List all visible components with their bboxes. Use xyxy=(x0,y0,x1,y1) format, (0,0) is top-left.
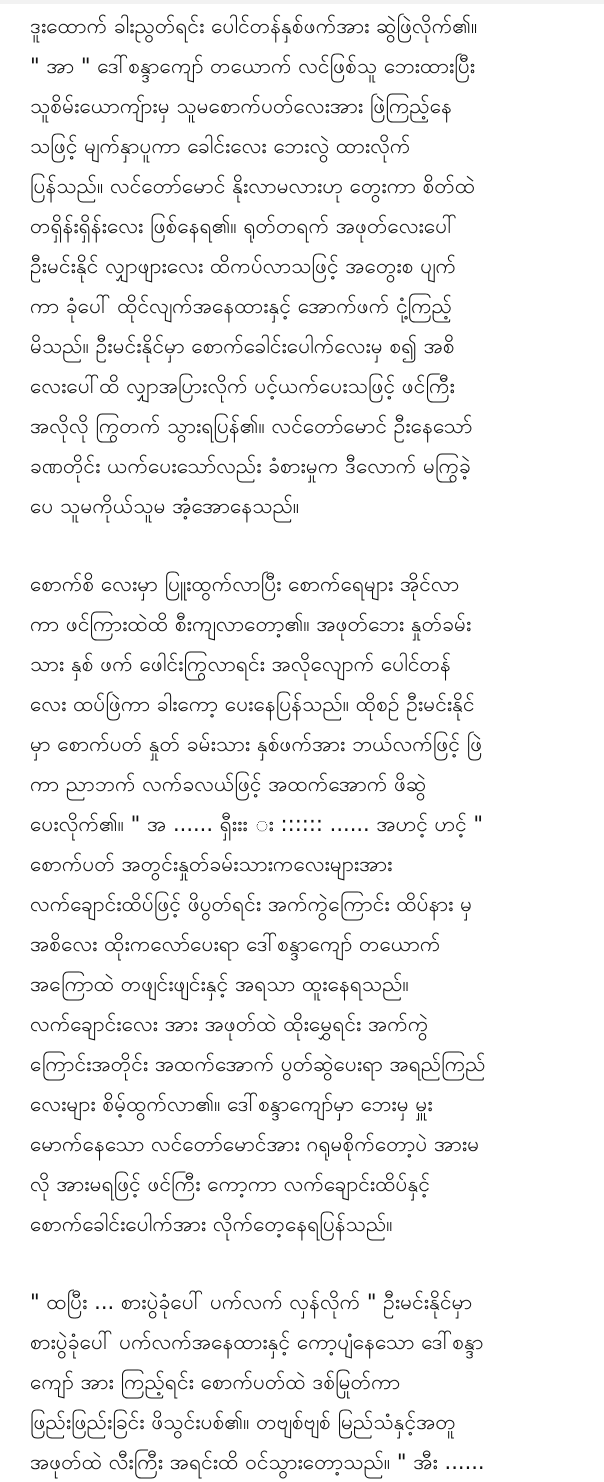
text-line: " ထပြီး ... စားပွဲခုံပေါ် ပက်လက် လှန်လိုက် " ဦးမင်းနိုင်မှာ xyxy=(30,1290,473,1314)
text-line: အလိုလို ကြွတက် သွားရပြန်၏။ လင်တော်မောင် ဦးနေသော် xyxy=(30,414,473,438)
text-line: လေးများ စိမ့်ထွက်လာ၏။ ဒေါ်စန္ဒာကျော်မှာ ဘေးမှ မှူး xyxy=(30,1092,433,1116)
text-line: လက်ချောင်းထိပ်ဖြင့် ဖိပွတ်ရင်း အက်ကွဲကြောင်း ထိပ်နား မှ xyxy=(30,892,473,916)
text-line: သဖြင့် မျက်နှာပူကာ ခေါင်းလေး ဘေးလွဲ ထားလိုက် xyxy=(30,134,411,158)
text-line: သူစိမ်းယောကျ်ားမှ သူမစောက်ပတ်လေးအား ဖြဲကြည့်နေ xyxy=(30,94,453,118)
text-line: ကာ ဖင်ကြားထဲထိ စီးကျလာတော့၏။ အဖုတ်ဘေး နှုတ်ခမ်း xyxy=(30,612,472,636)
text-line: ကျော် အား ကြည့်ရင်း စောက်ပတ်ထဲ ဒစ်မြုတ်ကာ xyxy=(30,1370,401,1394)
text-line: အစိလေး ထိုးကလော်ပေးရာ ဒေါ်စန္ဒာကျော် တယောက် xyxy=(30,932,441,956)
text-line: လေး ထပ်ဖြဲကာ ခါးကော့ ပေးနေပြန်သည်။ ထိုစဉ် ဦးမင်းနိုင် xyxy=(30,692,475,716)
text-line: ကြောင်းအတိုင်း အထက်အောက် ပွတ်ဆွဲပေးရာ အရည်ကြည် xyxy=(30,1052,486,1076)
text-line: ခဏတိုင်း ယက်ပေးသော်လည်း ခံစားမှုက ဒီလောက် မကြွခဲ့ xyxy=(30,454,471,478)
text-line: မှာ စောက်ပတ် နှုတ် ခမ်းသား နှစ်ဖက်အား ဘယ်လက်ဖြင့် ဖြဲ xyxy=(30,732,483,756)
text-line: ဦးမင်းနိုင် လျှာဖျားလေး ထိကပ်လာသဖြင့် အတွေးစ ပျက် xyxy=(30,254,457,278)
text-line: တရှိန်းရှိန်းလေး ဖြစ်နေရ၏။ ရုတ်တရက် အဖုတ်လေးပေါ် xyxy=(30,214,457,238)
paragraph xyxy=(30,1282,574,1482)
text-line: စားပွဲခုံပေါ် ပက်လက်အနေထားနှင့် ကော့ပျံနေသော ဒေါ်စန္ဒာ xyxy=(30,1330,484,1354)
text-line: ဒူးထောက် ခါးညွတ်ရင်း ပေါင်တန်နှစ်ဖက်အား ဆွဲဖြဲလိုက်၏။ xyxy=(30,14,478,38)
text-line: စောက်ခေါင်းပေါက်အား လိုက်တေ့နေရပြန်သည်။ xyxy=(30,1212,393,1236)
text-line: လက်ချောင်းလေး အား အဖုတ်ထဲ ထိုးမွှေရင်း အက်ကွဲ xyxy=(30,1012,429,1036)
text-line: " အာ " ဒေါ်စန္ဒာကျော် တယောက် လင်ဖြစ်သူ ဘေးထားပြီး xyxy=(30,54,476,78)
text-line: ဖြည်းဖြည်းခြင်း ဖိသွင်းပစ်၏။ တဗျစ်ဗျစ် မြည်သံနှင့်အတူ xyxy=(30,1410,456,1434)
paragraph xyxy=(30,6,574,526)
text-line: ပေးလိုက်၏။ " အ ...... ရှီးးး း :::::: ...... အဟင့် ဟင့် " xyxy=(30,812,484,836)
text-line: သား နှစ် ဖက် ဖေါင်းကြွလာရင်း အလိုလျောက် ပေါင်တန် xyxy=(30,652,451,676)
text-line: ကာ ခုံပေါ် ထိုင်လျက်အနေထားနှင့် အောက်ဖက် ငုံ့ကြည့် xyxy=(30,294,452,318)
text-line: လို အားမရဖြင့် ဖင်ကြီး ကော့ကာ လက်ချောင်းထိပ်နှင့် xyxy=(30,1172,431,1196)
text-line: အဖုတ်ထဲ လီးကြီး အရင်းထိ ဝင်သွားတော့သည်။ " အီး ...... xyxy=(30,1450,485,1474)
text-line: လေးပေါ်ထိ လျှာအပြားလိုက် ပင့်ယက်ပေးသဖြင့် ဖင်ကြီး xyxy=(30,374,455,398)
text-line: ပေ သူမကိုယ်သူမ အံ့အောနေသည်။ xyxy=(30,494,300,518)
text-line: အကြောထဲ တဖျင်းဖျင်းနှင့် အရသာ ထူးနေရသည်။ xyxy=(30,972,409,996)
text-line: စောက်ပတ် အတွင်းနှုတ်ခမ်းသားကလေးများအား xyxy=(30,852,393,876)
text-line: မိသည်။ ဦးမင်းနိုင်မှာ စောက်ခေါင်းပေါက်လေးမှ စ၍ အစိ xyxy=(30,334,455,358)
paragraph xyxy=(30,564,574,1244)
text-line: စောက်စိ လေးမှာ ပြူးထွက်လာပြီး စောက်ရေများ အိုင်လာ xyxy=(30,572,460,596)
text-line: ကာ ညာဘက် လက်ခလယ်ဖြင့် အထက်အောက် ဖိဆွဲ xyxy=(30,772,427,796)
text-line: မောက်နေသော လင်တော်မောင်အား ဂရုမစိုက်တော့ပဲ အားမ xyxy=(30,1132,480,1156)
text-line: ပြန်သည်။ လင်တော်မောင် နိုးလာမလားဟု တွေးကာ စိတ်ထဲ xyxy=(30,174,476,198)
story-text xyxy=(0,4,604,1482)
